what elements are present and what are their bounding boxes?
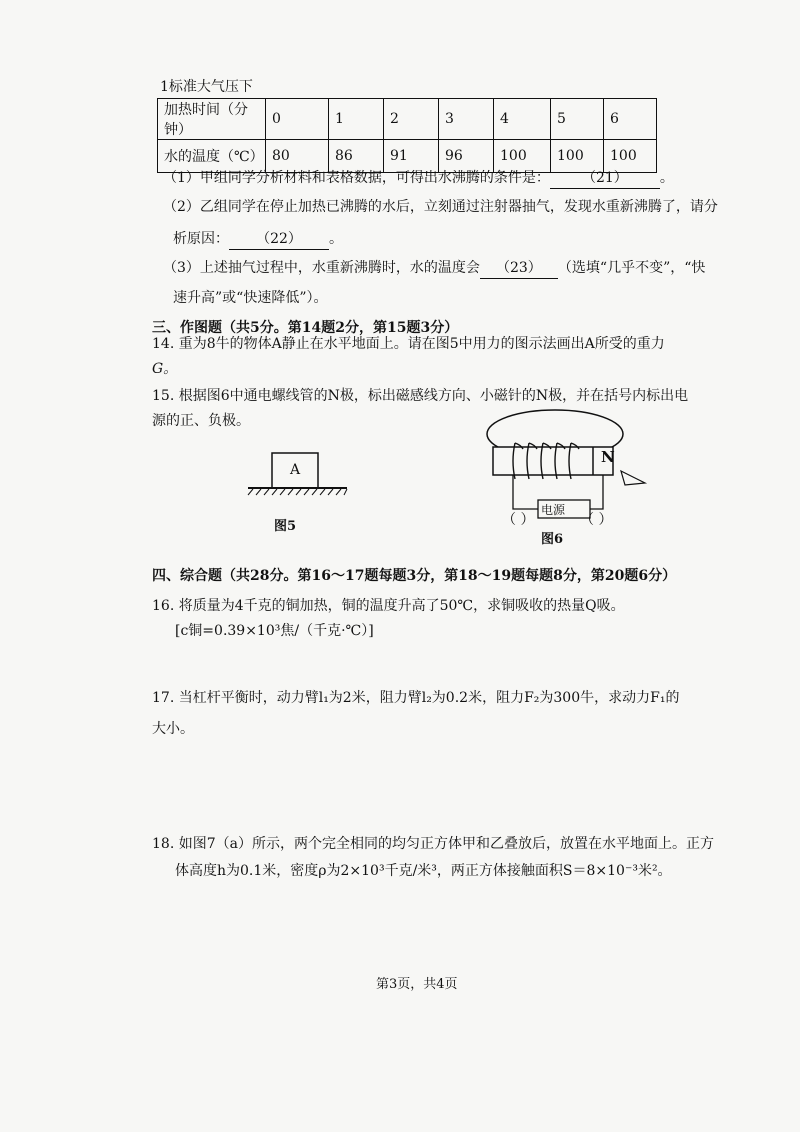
question-3-line2: 速升高”或“快速降低”）。 (173, 290, 328, 306)
answer-blank-22: （22） (229, 229, 329, 250)
question-2-line2: 析原因： （22） 。 (173, 229, 343, 250)
table-cell: 1 (329, 99, 384, 140)
table-row (158, 99, 657, 140)
question-3-line1: （3）上述抽气过程中，水重新沸腾时，水的温度会 （23） （选填“几乎不变”，“快 (163, 258, 705, 279)
table-cell: 100 (604, 140, 657, 173)
table-cell: 100 (494, 140, 551, 173)
table-caption: 1标准大气压下 (160, 79, 253, 95)
row-label: 加热时间（分钟） (158, 99, 266, 140)
table-cell: 0 (266, 99, 329, 140)
figure-6-diagram (485, 405, 650, 527)
question-14-line1: 14. 重为8牛的物体A静止在水平地面上。请在图5中用力的图示法画出A所受的重力 (152, 336, 665, 352)
table-cell: 5 (551, 99, 604, 140)
question-2-line1: （2）乙组同学在停止加热已沸腾的水后，立刻通过注射器抽气，发现水重新沸腾了，请分 (163, 199, 718, 215)
table-cell: 86 (329, 140, 384, 173)
table-cell: 3 (439, 99, 494, 140)
question-14-line2: G。 (152, 361, 178, 377)
table-cell: 4 (494, 99, 551, 140)
block-a-label: A (290, 462, 301, 478)
table-cell: 80 (266, 140, 329, 173)
figure-5-caption: 图5 (274, 519, 297, 534)
right-polarity-paren: （ ） (580, 512, 613, 528)
question-15-line1: 15. 根据图6中通电螺线管的N极，标出磁感线方向、小磁针的N极，并在括号内标出电 (152, 388, 689, 404)
left-polarity-paren: （ ） (502, 512, 535, 528)
question-17-line2: 大小。 (152, 721, 194, 737)
question-18-line2: 体高度h为0.1米，密度ρ为2×10³千克/米³，两正方体接触面积S＝8×10⁻³米²。 (175, 863, 672, 879)
table-cell: 91 (384, 140, 439, 173)
question-17-line1: 17. 当杠杆平衡时，动力臂l₁为2米，阻力臂l₂为0.2米，阻力F₂为300牛，求动力F₁的 (152, 690, 680, 706)
answer-blank-21: （21） (550, 168, 660, 189)
page-footer: 第3页，共4页 (376, 977, 458, 992)
figure-6-caption: 图6 (541, 532, 564, 547)
data-table (157, 98, 657, 173)
row-label: 水的温度（℃） (158, 140, 266, 173)
power-source-label: 电源 (541, 503, 566, 517)
n-pole-label: N (601, 448, 615, 466)
answer-blank-23: （23） (480, 258, 558, 279)
question-1: （1）甲组同学分析材料和表格数据，可得出水沸腾的条件是： （21） 。 (163, 168, 674, 189)
section-4-title: 四、综合题（共28分。第16～17题每题3分，第18～19题每题8分，第20题6分） (152, 568, 677, 584)
table-cell: 2 (384, 99, 439, 140)
question-16-line1: 16. 将质量为4千克的铜加热，铜的温度升高了50℃，求铜吸收的热量Q吸。 (152, 598, 625, 614)
table-cell: 100 (551, 140, 604, 173)
question-15-line2: 源的正、负极。 (152, 413, 250, 429)
section-3-title: 三、作图题（共5分。第14题2分，第15题3分） (152, 320, 459, 336)
table-cell: 96 (439, 140, 494, 173)
table-cell: 6 (604, 99, 657, 140)
question-16-line2: [c铜=0.39×10³焦/（千克·℃）] (175, 623, 374, 639)
question-18-line1: 18. 如图7（a）所示，两个完全相同的均匀正方体甲和乙叠放后，放置在水平地面上。正方 (152, 836, 714, 852)
